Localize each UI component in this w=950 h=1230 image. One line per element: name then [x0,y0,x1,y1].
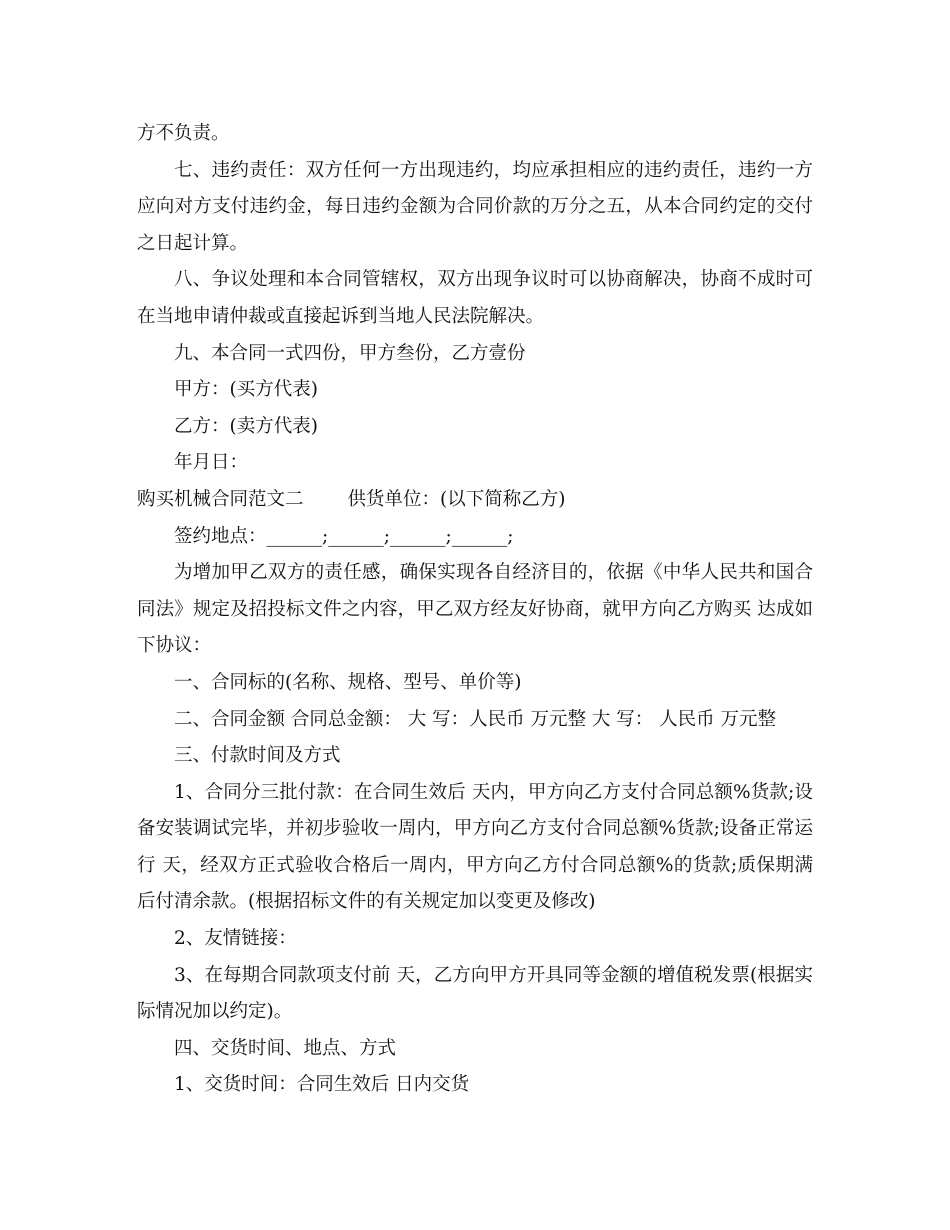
paragraph-delivery-heading: 四、交货时间、地点、方式 [174,1037,397,1059]
supplier-label: 供货单位：(以下简称乙方) [347,488,566,510]
paragraph-amount: 二、合同金额 合同总金额： 大 写：人民币 万元整 大 写： 人民币 万元整 [174,708,777,730]
paragraph-friendly-links: 2、友情链接： [174,928,297,950]
paragraph-dispute-resolution: 八、争议处理和本合同管辖权，双方出现争议时可以协商解决，协商不成时可在当地申请仲裁或直接起诉到当地人民法院解决。 [137,269,813,327]
document-body [137,116,813,1104]
paragraph-continuation: 方不负责。 [137,123,230,144]
paragraph-signing-place: 签约地点：______;______;______;______; [174,525,514,547]
paragraph-breach-liability: 七、违约责任：双方任何一方出现违约，均应承担相应的违约责任，违约一方应向对方支付违约金，每日违约金额为合同价款的万分之五，从本合同约定的交付之日起计算。 [137,159,813,254]
paragraph-date: 年月日： [174,452,249,474]
paragraph-party-a: 甲方：(买方代表) [174,379,318,401]
paragraph-invoice: 3、在每期合同款项支付前 天，乙方向甲方开具同等金额的增值税发票(根据实际情况加以约定)。 [137,964,813,1023]
paragraph-payment-heading: 三、付款时间及方式 [174,745,341,767]
paragraph-subject: 一、合同标的(名称、规格、型号、单价等) [174,671,522,693]
paragraph-payment-installments: 1、合同分三批付款：在合同生效后 天内，甲方向乙方支付合同总额%货款;设备安装调试完毕，并初步验收一周内，甲方向乙方支付合同总额%货款;设备正常运行 天，经双方正式验收合格后一周内，甲方向乙方付合同总额%的货款;质保期满后付清余款。(根据招标文件的有关规定加以变更及修改) [137,781,813,913]
paragraph-preamble: 为增加甲乙双方的责任感，确保实现各自经济目的，依据《中华人民共和国合同法》规定及招投标文件之内容，甲乙双方经友好协商，就甲方向乙方购买 达成如下协议： [137,562,813,657]
contract-title: 购买机械合同范文二 [137,488,304,510]
paragraph-copies: 九、本合同一式四份，甲方叁份，乙方壹份 [174,342,526,364]
paragraph-party-b: 乙方：(卖方代表) [174,415,318,437]
paragraph-contract-two-heading [137,482,813,519]
paragraph-delivery-time: 1、交货时间：合同生效后 日内交货 [174,1074,470,1096]
